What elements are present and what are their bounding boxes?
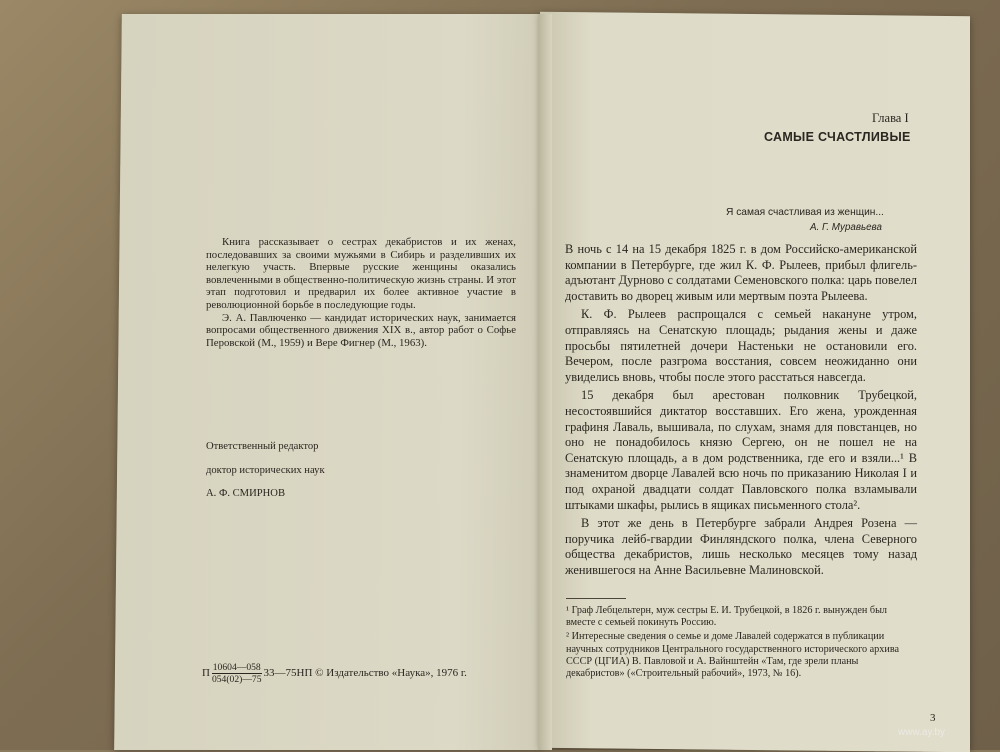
body-paragraph: К. Ф. Рылеев распрощался с семьей накануне утром, отправляясь на Сенатскую площадь; рыдания жены и даже просьбы пятилетней дочери Настеньки не остановили его. Вечером, после разгрома восстания, совсем неожиданно они увиделись вновь, чтобы после этого расстаться навсегда.: [565, 307, 917, 384]
left-page: [114, 14, 550, 750]
imprint-prefix: П: [202, 667, 210, 680]
footnote: ² Интересные сведения о семье и доме Лавалей содержатся в публикации научных сотрудников Центрального государственного исторического архива СССР (ЦГИА) В. Павловой и А. Вайнштейн «Там, где зрели планы декабристов» («Строительный рабочий», 1973, № 16).: [566, 631, 900, 680]
imprint-rest: 33—75НП © Издательство «Наука», 1976 г.: [263, 667, 467, 680]
watermark: www.ay.by: [898, 727, 946, 738]
body-paragraph: В этот же день в Петербурге забрали Андрея Розена — поручика лейб-гвардии Финляндского полка, члена Северного общества декабристов, лишь несколько месяцев тому назад женившегося на Анне Васильевне Малиновской.: [565, 516, 917, 577]
body-paragraph: 15 декабря был арестован полковник Трубецкой, несостоявшийся диктатор восставших. Его жена, урожденная графиня Лаваль, вышивала, по слухам, знамя для повстанцев, но оно не понадобилось князю Сергею, он не пошел не на Сенатскую площадь, а в дом родственника, где его и взяли...¹ В знаменитом дворце Лавалей всю ночь по приказанию Николая I и под охраной двадцати солдат Павловского полка взламывали штыками шкафы, рылись в ящиках письменного стола².: [565, 388, 917, 512]
imprint-fraction: [212, 662, 262, 685]
footnotes: [566, 605, 918, 682]
footnote: ¹ Граф Лебцельтерн, муж сестры Е. И. Трубецкой, в 1826 г. вынужден был вместе с семьей покинуть Россию.: [566, 605, 888, 629]
editor-name: А. Ф. СМИРНОВ: [206, 488, 286, 499]
body-paragraph: В ночь с 14 на 15 декабря 1825 г. в дом Российско-американской компании в Петербурге, где жил К. Ф. Рылеев, прибыл флигель-адъютант Дурново с солдатами Семеновского полка: царь повелел доставить во дворец живым или мертвым поэта Рылеева.: [565, 242, 917, 303]
imprint-numerator: 10604—058: [212, 662, 261, 673]
annotation-paragraph: Книга рассказывает о сестрах декабристов и их женах, последовавших за своими мужьями в Сибирь и разделивших их нелегкую участь. Впервые русские женщины оказались вовлеченными в общественно-политическую жизнь страны. И этот этап подготовил и предварил их более активное участие в революционной борьбе в последующие годы.: [206, 236, 516, 311]
epigraph-author: А. Г. Муравьева: [810, 222, 882, 233]
epigraph-text: Я самая счастливая из женщин...: [726, 207, 884, 218]
imprint-line: [202, 662, 467, 685]
book-gutter: [538, 14, 552, 750]
chapter-title: САМЫЕ СЧАСТЛИВЫЕ: [764, 130, 911, 144]
editor-degree: доктор исторических наук: [206, 465, 325, 476]
footnote-rule: [566, 598, 626, 599]
editor-role: Ответственный редактор: [206, 441, 319, 452]
chapter-label: Глава I: [872, 111, 909, 125]
book-annotation: [206, 236, 516, 349]
chapter-body: [565, 242, 917, 581]
author-note-paragraph: Э. А. Павлюченко — кандидат исторических наук, занимается вопросами общественного движения XIX в., автор работ о Софье Перовской (М., 1959) и Вере Фигнер (М., 1963).: [206, 311, 516, 349]
page-number: 3: [930, 712, 936, 724]
imprint-denominator: 054(02)—75: [211, 674, 262, 685]
